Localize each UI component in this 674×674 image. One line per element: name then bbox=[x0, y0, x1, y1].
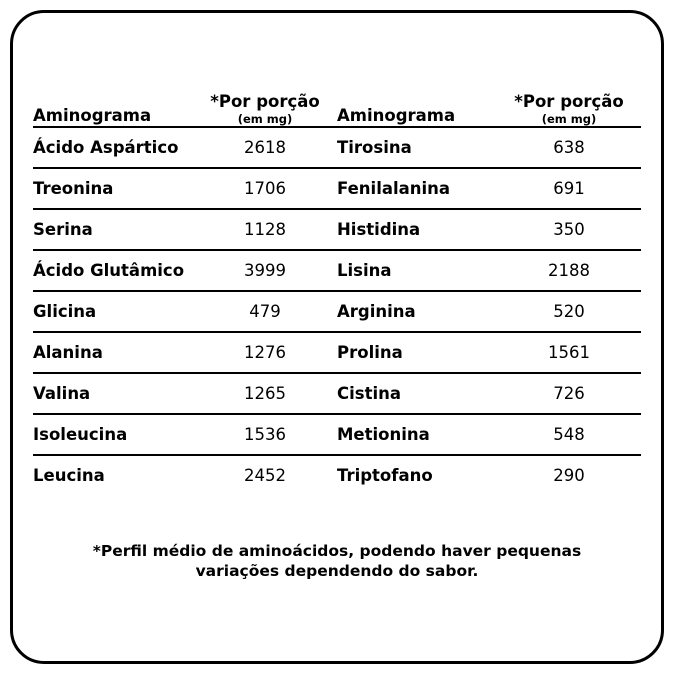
amino-name: Ácido Aspártico bbox=[33, 127, 193, 168]
amino-name: Fenilalanina bbox=[337, 168, 497, 209]
amino-value: 520 bbox=[497, 291, 641, 332]
amino-value: 638 bbox=[497, 127, 641, 168]
amino-value: 1128 bbox=[193, 209, 337, 250]
amino-name: Lisina bbox=[337, 250, 497, 291]
amino-value: 2188 bbox=[497, 250, 641, 291]
table-row bbox=[33, 250, 641, 291]
amino-value: 3999 bbox=[193, 250, 337, 291]
table-container bbox=[25, 93, 649, 495]
amino-name: Arginina bbox=[337, 291, 497, 332]
table-row bbox=[33, 291, 641, 332]
amino-value: 350 bbox=[497, 209, 641, 250]
amino-name: Triptofano bbox=[337, 455, 497, 495]
amino-value: 1536 bbox=[193, 414, 337, 455]
amino-name: Ácido Glutâmico bbox=[33, 250, 193, 291]
amino-value: 1276 bbox=[193, 332, 337, 373]
amino-value: 1706 bbox=[193, 168, 337, 209]
table-header-row bbox=[33, 93, 641, 127]
table-row bbox=[33, 373, 641, 414]
amino-name: Leucina bbox=[33, 455, 193, 495]
footnote-line-2: variações dependendo do sabor. bbox=[195, 562, 479, 581]
amino-name: Histidina bbox=[337, 209, 497, 250]
header-right-aminogram: Aminograma bbox=[337, 106, 456, 126]
amino-name: Tirosina bbox=[337, 127, 497, 168]
amino-name: Alanina bbox=[33, 332, 193, 373]
header-right-portion: *Por porção (em mg) bbox=[514, 92, 624, 126]
amino-name: Prolina bbox=[337, 332, 497, 373]
footnote-line-1: *Perfil médio de aminoácidos, podendo haver pequenas bbox=[92, 542, 582, 560]
amino-value: 691 bbox=[497, 168, 641, 209]
table-row bbox=[33, 127, 641, 168]
amino-value: 290 bbox=[497, 455, 641, 495]
amino-name: Cistina bbox=[337, 373, 497, 414]
amino-value: 479 bbox=[193, 291, 337, 332]
amino-name: Treonina bbox=[33, 168, 193, 209]
aminogram-table bbox=[33, 93, 641, 495]
amino-name: Isoleucina bbox=[33, 414, 193, 455]
table-row bbox=[33, 209, 641, 250]
amino-name: Glicina bbox=[33, 291, 193, 332]
table-body bbox=[33, 127, 641, 495]
header-left-aminogram: Aminograma bbox=[33, 106, 152, 126]
amino-profile-card bbox=[10, 10, 664, 664]
table-row bbox=[33, 332, 641, 373]
amino-value: 2618 bbox=[193, 127, 337, 168]
amino-name: Serina bbox=[33, 209, 193, 250]
header-left-portion: *Por porção (em mg) bbox=[210, 92, 320, 126]
footnote bbox=[13, 541, 661, 581]
amino-value: 726 bbox=[497, 373, 641, 414]
amino-value: 2452 bbox=[193, 455, 337, 495]
amino-name: Metionina bbox=[337, 414, 497, 455]
amino-value: 1265 bbox=[193, 373, 337, 414]
amino-name: Valina bbox=[33, 373, 193, 414]
table-row bbox=[33, 168, 641, 209]
amino-value: 548 bbox=[497, 414, 641, 455]
table-row bbox=[33, 414, 641, 455]
table-row bbox=[33, 455, 641, 495]
amino-value: 1561 bbox=[497, 332, 641, 373]
